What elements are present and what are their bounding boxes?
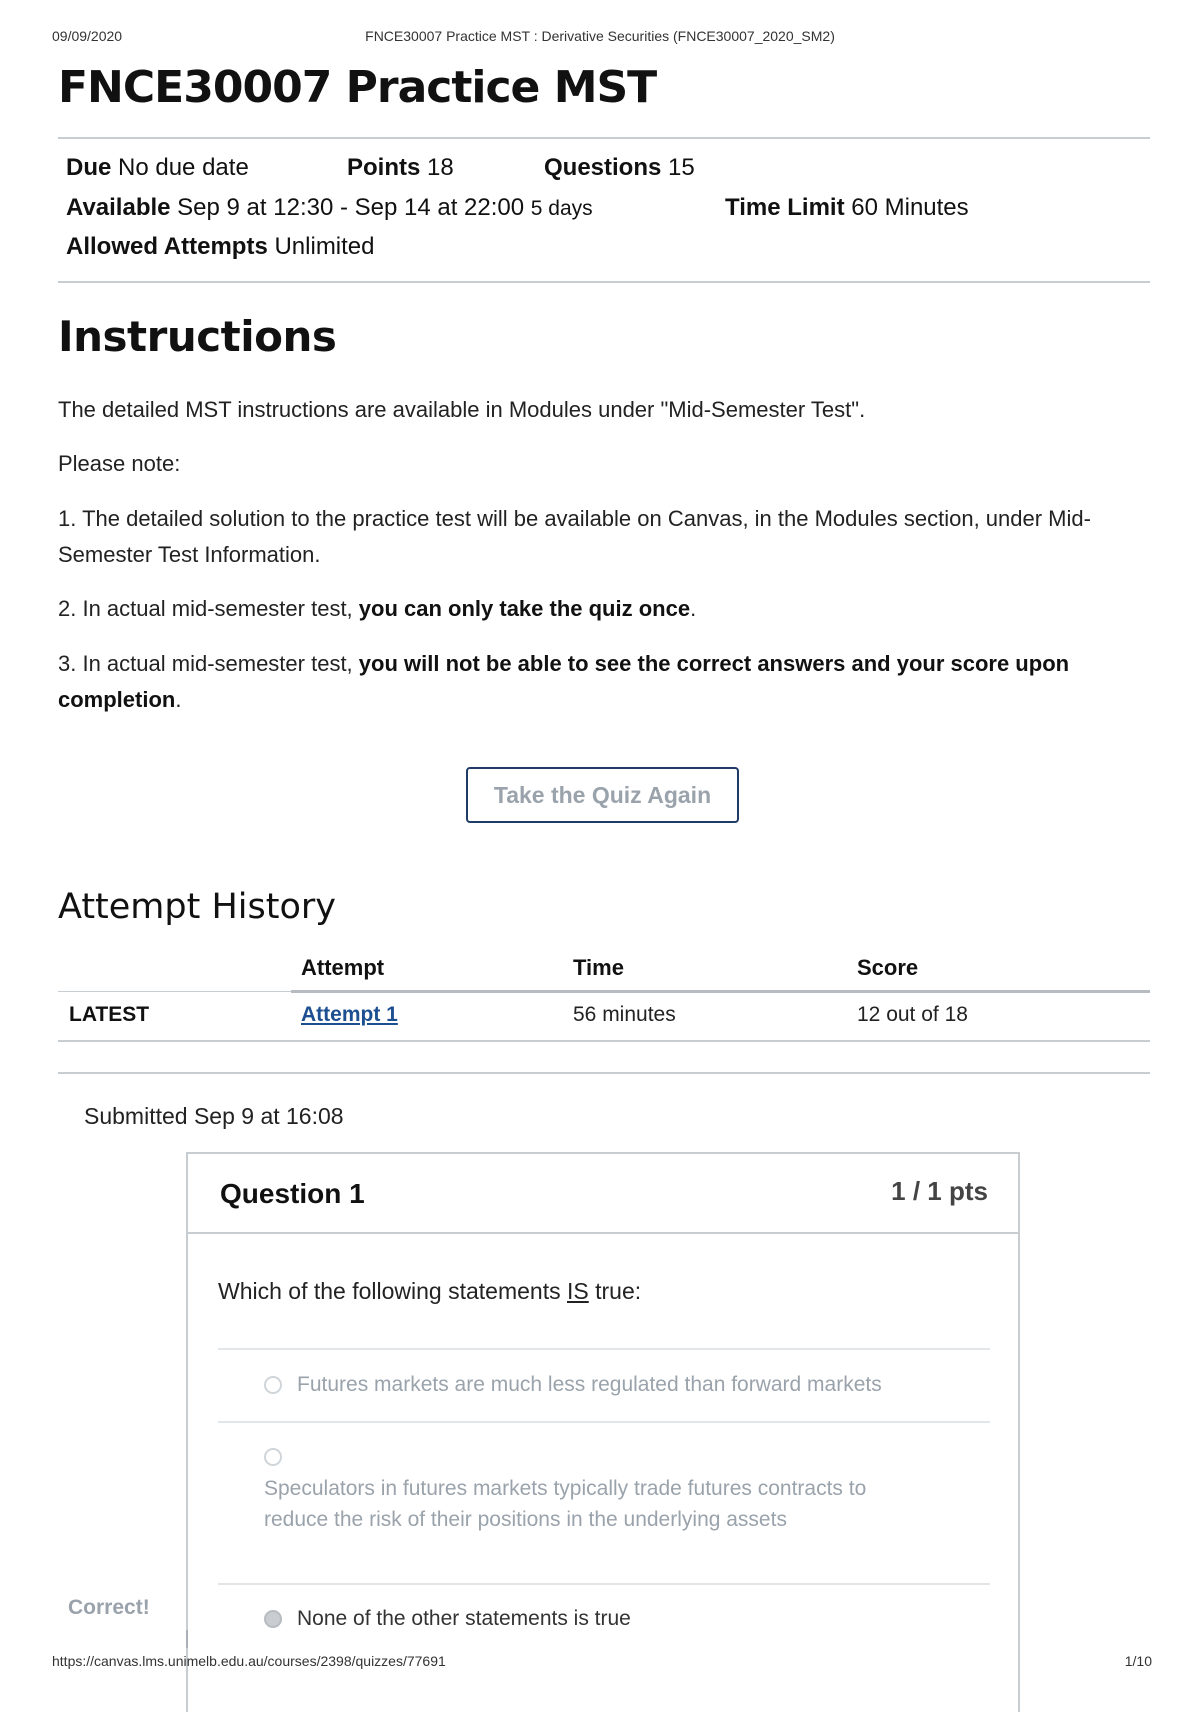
question-header <box>188 1154 1018 1234</box>
attempt-1-link[interactable]: Attempt 1 <box>301 1003 398 1026</box>
page-title: FNCE30007 Practice MST <box>58 62 657 113</box>
attempts-value: Unlimited <box>274 233 375 260</box>
table-row-rule <box>58 1040 1150 1042</box>
attempt-time: 56 minutes <box>573 1003 676 1026</box>
answer-2-text: Speculators in futures markets typically trade futures contracts to reduce the risk of their positions in the underlying assets <box>264 1477 867 1531</box>
question-prompt: Which of the following statements IS true: <box>218 1278 642 1304</box>
print-date: 09/09/2020 <box>52 28 123 44</box>
table-header-rule <box>58 991 291 992</box>
due-value: No due date <box>118 154 249 181</box>
question-points: 1 / 1 pts <box>891 1176 988 1206</box>
questions-info <box>544 154 695 182</box>
instructions-note-heading: Please note: <box>58 451 181 476</box>
available-duration: 5 days <box>530 197 593 220</box>
answer-2-radio[interactable] <box>264 1448 282 1466</box>
available-value: Sep 9 at 12:30 - Sep 14 at 22:00 <box>177 194 525 221</box>
due-info <box>66 154 249 182</box>
page-number: 1/10 <box>1124 1653 1152 1669</box>
column-header-time: Time <box>573 955 624 980</box>
time-limit-info <box>725 194 969 222</box>
time-limit-label: Time Limit <box>725 194 845 221</box>
answer-3-radio[interactable] <box>264 1610 282 1628</box>
questions-label: Questions <box>544 154 662 181</box>
instructions-note-2: 2. In actual mid-semester test, you can only take the quiz once. <box>58 596 697 621</box>
points-info <box>347 154 454 182</box>
attempt-history-heading: Attempt History <box>58 887 336 927</box>
answer-divider <box>218 1421 990 1423</box>
answer-divider <box>218 1583 990 1585</box>
answer-1-radio[interactable] <box>264 1376 282 1394</box>
answer-divider <box>218 1348 990 1350</box>
attempt-score: 12 out of 18 <box>857 1003 968 1026</box>
print-title: FNCE30007 Practice MST : Derivative Securities (FNCE30007_2020_SM2) <box>365 28 835 44</box>
divider <box>58 281 1150 283</box>
column-header-attempt: Attempt <box>301 955 385 980</box>
attempt-link-cell <box>301 1003 398 1027</box>
page-url: https://canvas.lms.unimelb.edu.au/courses/2398/quizzes/77691 <box>52 1653 446 1669</box>
available-info <box>66 194 593 222</box>
available-label: Available <box>66 194 171 221</box>
answer-1-text: Futures markets are much less regulated than forward markets <box>297 1373 882 1396</box>
points-value: 18 <box>427 154 454 181</box>
column-header-score: Score <box>857 955 919 980</box>
answer-marker-line <box>186 1630 188 1648</box>
attempts-info <box>66 233 375 261</box>
instructions-line: The detailed MST instructions are available in Modules under "Mid-Semester Test". <box>58 397 866 422</box>
instructions-note-3: 3. In actual mid-semester test, you will not be able to see the correct answers and your score upon completion. <box>58 651 1070 712</box>
table-header-rule <box>291 990 1150 993</box>
instructions-note-1: 1. The detailed solution to the practice test will be available on Canvas, in the Modules section, under Mid-Semester Test Information. <box>58 506 1091 567</box>
instructions-heading: Instructions <box>58 312 337 361</box>
question-title: Question 1 <box>220 1178 365 1209</box>
points-label: Points <box>347 154 421 181</box>
divider <box>58 137 1150 139</box>
questions-value: 15 <box>668 154 695 181</box>
due-label: Due <box>66 154 112 181</box>
submitted-timestamp: Submitted Sep 9 at 16:08 <box>84 1103 344 1129</box>
answer-3-text: None of the other statements is true <box>297 1607 631 1630</box>
latest-tag: LATEST <box>69 1003 150 1026</box>
take-quiz-again-button[interactable]: Take the Quiz Again <box>466 767 739 823</box>
correct-answer-tag: Correct! <box>68 1596 150 1619</box>
divider <box>58 1072 1150 1074</box>
attempts-label: Allowed Attempts <box>66 233 268 260</box>
time-limit-value: 60 Minutes <box>851 194 969 221</box>
